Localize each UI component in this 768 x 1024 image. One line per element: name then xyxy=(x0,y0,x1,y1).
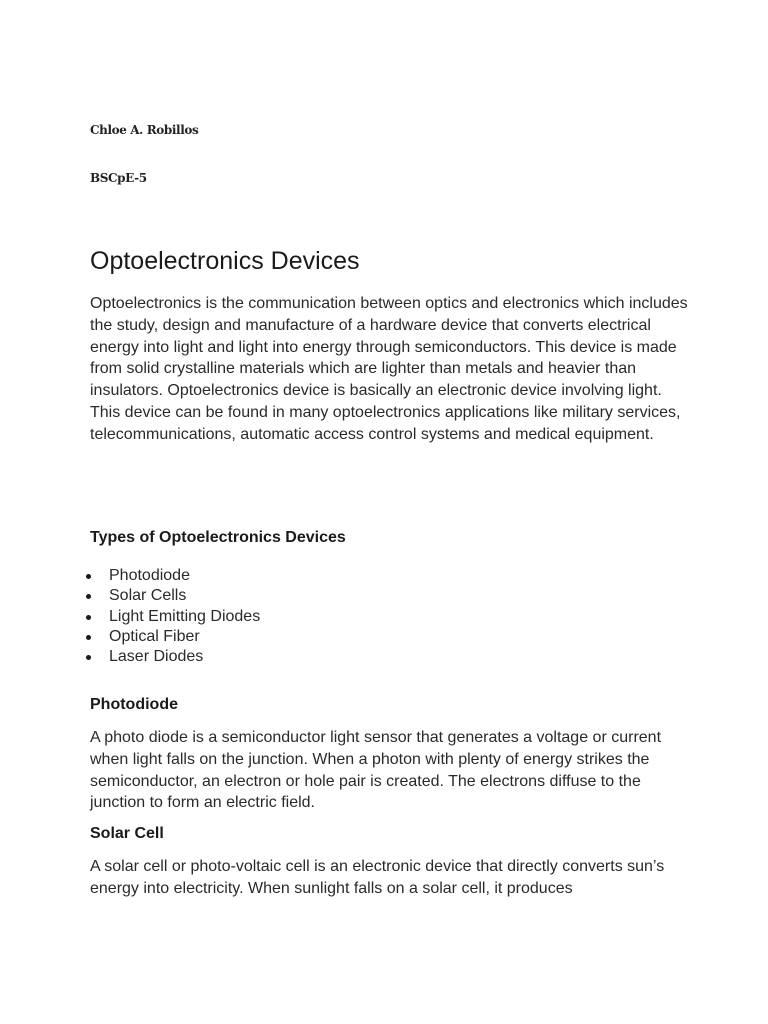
list-item-label: Solar Cells xyxy=(109,587,187,605)
photodiode-paragraph: A photo diode is a semiconductor light sensor that generates a voltage or current when light falls on the junction. When a photon with plenty of energy strikes the semiconductor, an electron or hole pair is created. The electrons diffuse to the junction to form an electric field. xyxy=(90,729,662,812)
list-item xyxy=(90,566,260,586)
list-item-label: Laser Diodes xyxy=(109,648,204,666)
bullet-icon xyxy=(86,574,91,579)
list-item-label: Photodiode xyxy=(109,567,190,584)
list-item xyxy=(90,607,260,627)
photodiode-heading: Photodiode xyxy=(90,696,178,713)
bullet-icon xyxy=(86,635,91,640)
list-item-label: Light Emitting Diodes xyxy=(109,607,261,625)
list-item xyxy=(90,647,260,667)
list-item xyxy=(90,627,260,647)
bullet-icon xyxy=(86,594,91,599)
bullet-icon xyxy=(86,655,91,660)
solar-cell-paragraph: A solar cell or photo-voltaic cell is an electronic device that directly converts sun’s energy into electricity. When sunlight falls on a solar cell, it produces xyxy=(90,858,665,897)
intro-paragraph: Optoelectronics is the communication between optics and electronics which includes the study, design and manufacture of a hardware device that converts electrical energy into light and light into energy through semiconductors. This device is made from solid crystalline materials which are lighter than metals and heavier than insulators. Optoelectronics device is basically an electronic device involving light. This device can be found in many optoelectronics applications like military services, telecommunications, automatic access control systems and medical equipment. xyxy=(90,295,688,443)
types-heading: Types of Optoelectronics Devices xyxy=(90,529,346,546)
class-section: BSCpE-5 xyxy=(90,171,147,185)
solar-cell-heading: Solar Cell xyxy=(90,825,164,842)
document-title: Optoelectronics Devices xyxy=(90,247,360,275)
list-item-label: Optical Fiber xyxy=(109,627,200,645)
bullet-icon xyxy=(86,615,91,620)
types-list xyxy=(90,566,260,667)
author-name: Chloe A. Robillos xyxy=(90,123,199,137)
list-item xyxy=(90,586,260,606)
